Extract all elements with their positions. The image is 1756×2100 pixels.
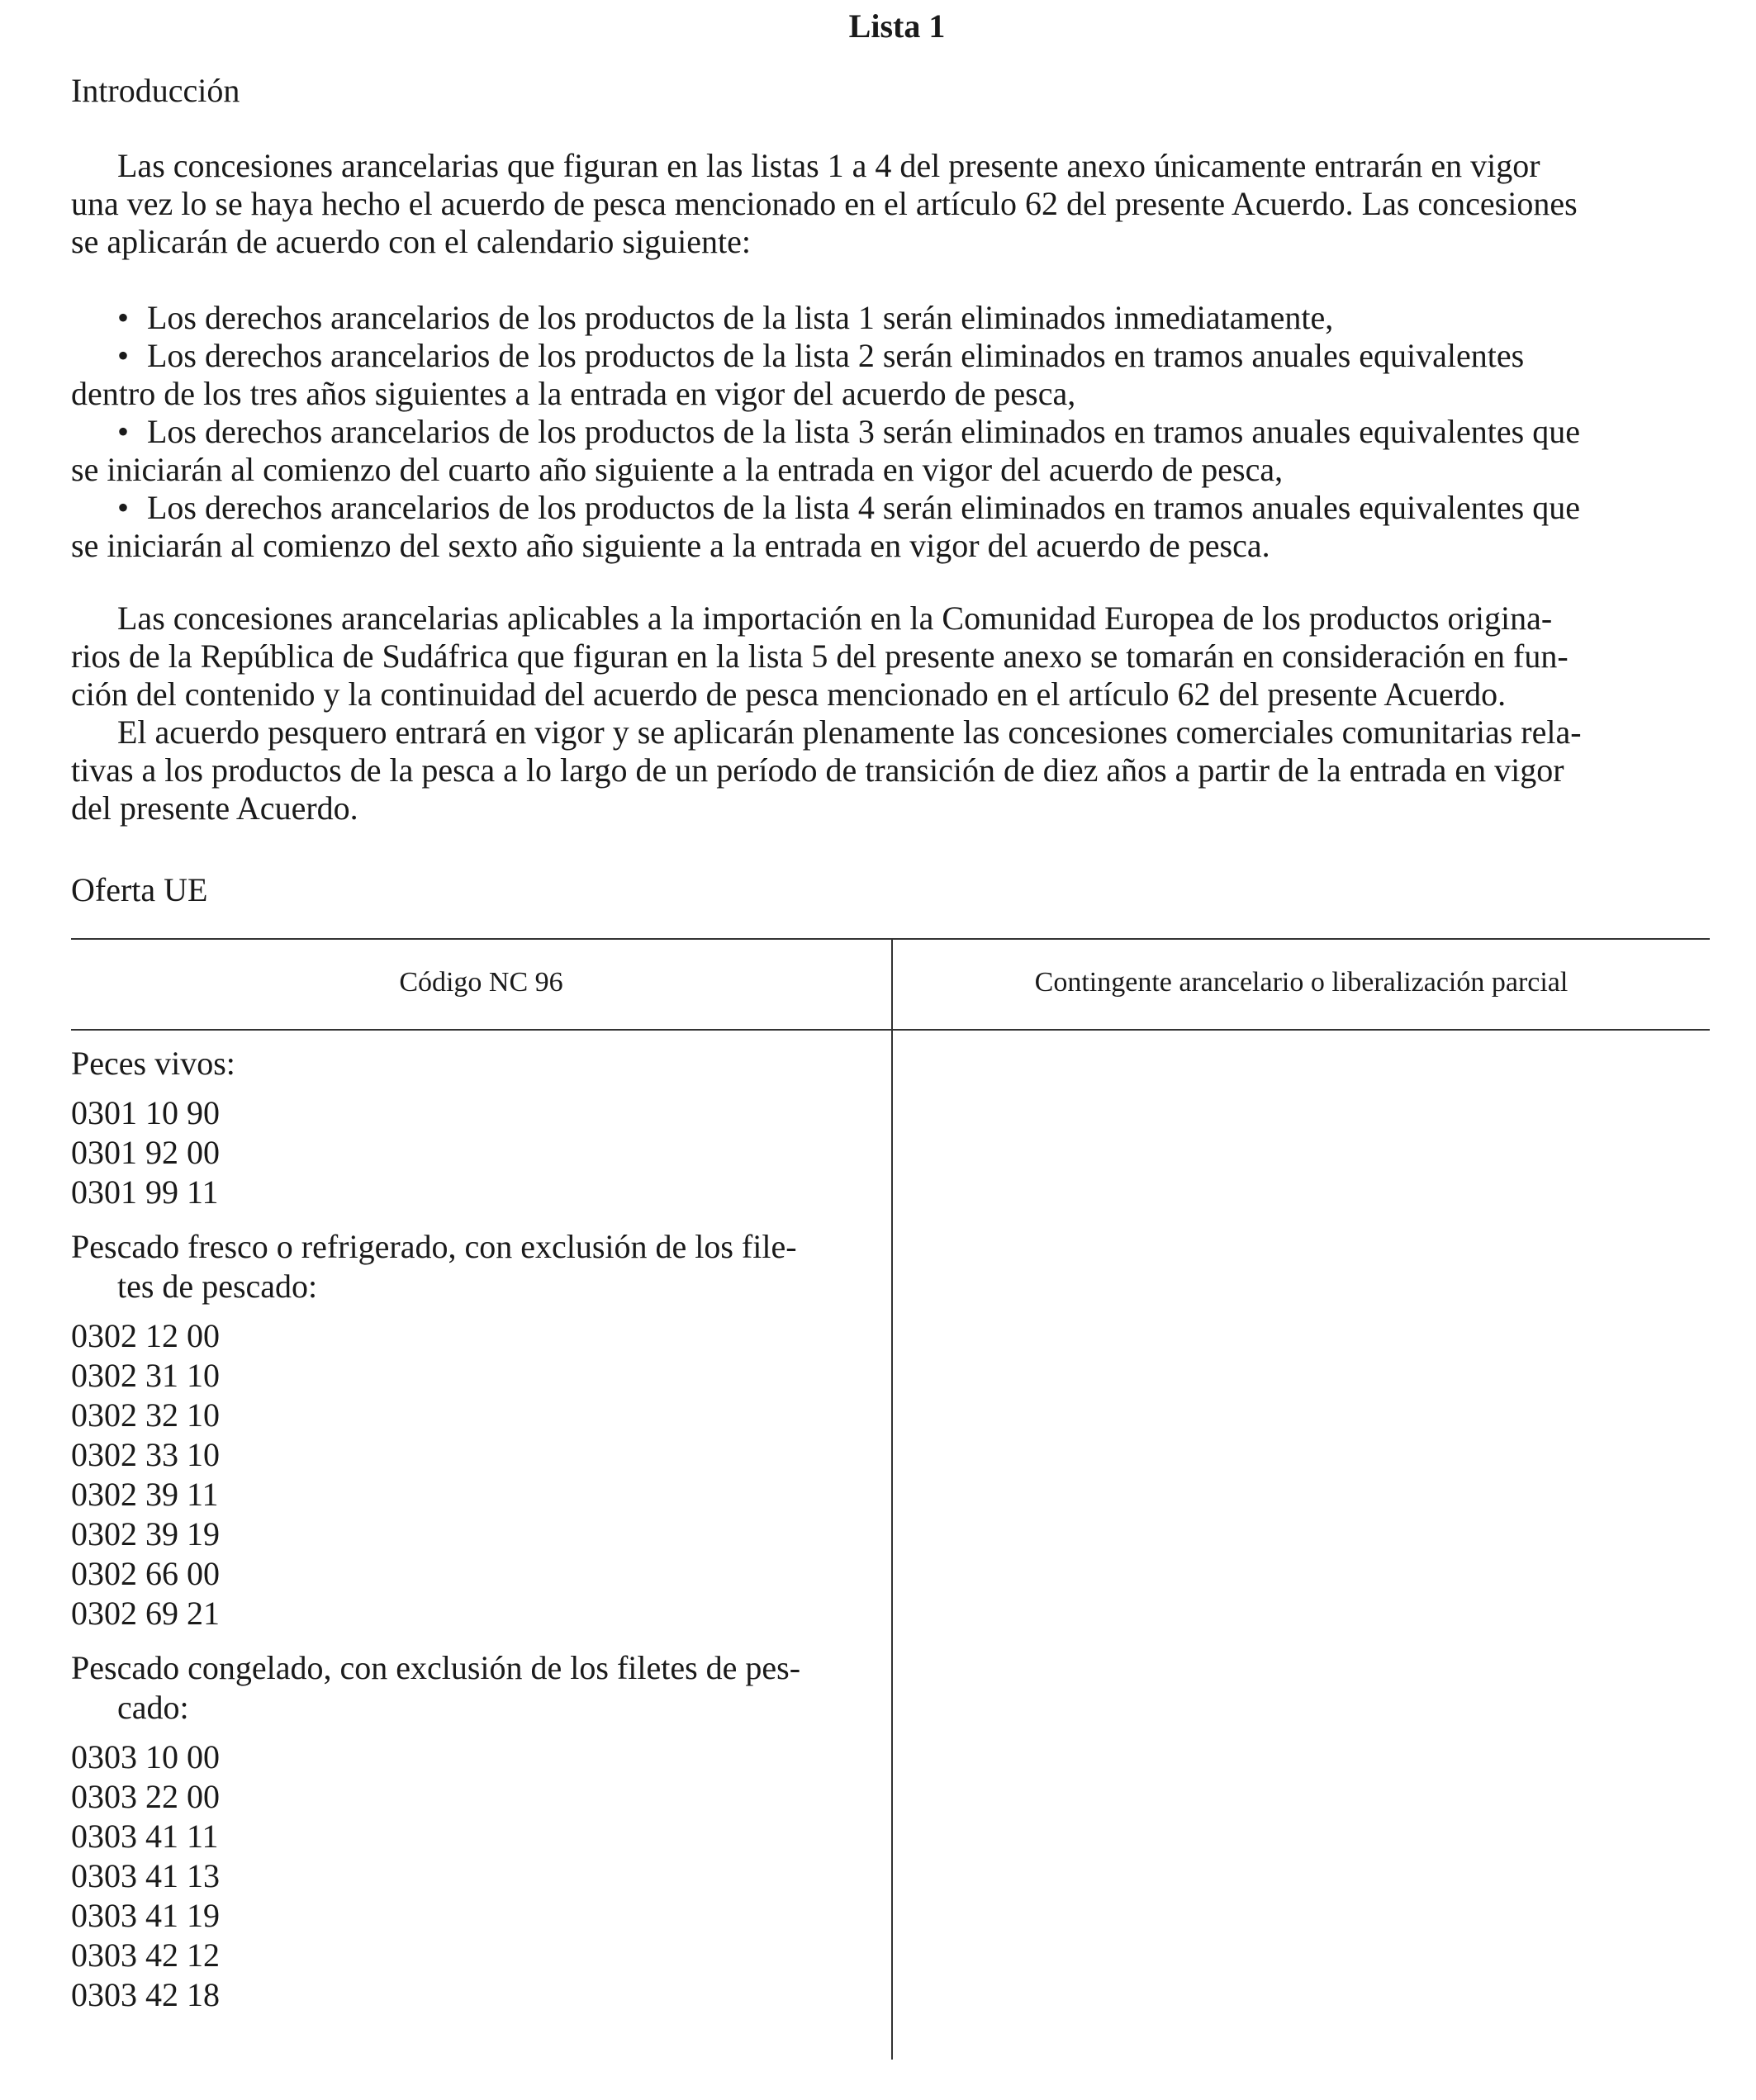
table-row: 0302 31 10 <box>71 1357 220 1394</box>
paragraph-line: ción del contenido y la continuidad del acuerdo de pesca mencionado en el artículo 62 del presente Acuerdo. <box>71 676 1507 713</box>
bullet-item-3-cont: se iniciarán al comienzo del cuarto año siguiente a la entrada en vigor del acuerdo de pesca, <box>71 451 1284 488</box>
table-row: 0303 22 00 <box>71 1778 220 1815</box>
bullet-item-3: • Los derechos arancelarios de los productos de la lista 3 serán eliminados en tramos anuales equivalentes que <box>117 413 1580 450</box>
intro-paragraph-1 <box>71 147 1710 261</box>
table-column-divider <box>891 938 893 2060</box>
paragraph-line: Las concesiones arancelarias aplicables a la importación en la Comunidad Europea de los productos origina- <box>117 600 1553 637</box>
table-row: 0302 39 19 <box>71 1515 220 1552</box>
group-title-frozen-fish: Pescado congelado, con exclusión de los filetes de pes- cado: <box>71 1649 801 1726</box>
table-header-rule <box>71 1029 1710 1031</box>
paragraph-line: rios de la República de Sudáfrica que figuran en la lista 5 del presente anexo se tomarán en consideración en fun- <box>71 638 1569 675</box>
table-row: 0301 92 00 <box>71 1134 220 1171</box>
table-top-rule <box>71 938 1710 940</box>
bullet-icon: • <box>117 337 130 374</box>
bullet-icon: • <box>117 299 130 336</box>
paragraph-line: una vez lo se haya hecho el acuerdo de pesca mencionado en el artículo 62 del presente Acuerdo. Las concesiones <box>71 185 1578 222</box>
group-title-fresh-fish: Pescado fresco o refrigerado, con exclusión de los file- tes de pescado: <box>71 1228 797 1305</box>
column-header-code: Código NC 96 <box>399 967 563 998</box>
tariff-table <box>71 938 1710 2061</box>
bullet-icon: • <box>117 489 130 526</box>
table-row: 0303 41 19 <box>71 1897 220 1934</box>
code-list-fresh-fish <box>71 1316 864 1633</box>
table-row: 0301 99 11 <box>71 1173 219 1211</box>
bullet-item-2-cont: dentro de los tres años siguientes a la entrada en vigor del acuerdo de pesca, <box>71 375 1076 412</box>
group-title-live-fish: Peces vivos: <box>71 1045 235 1082</box>
paragraph-line: tivas a los productos de la pesca a lo largo de un período de transición de diez años a partir de la entrada en vigor <box>71 751 1564 789</box>
table-row: 0301 10 90 <box>71 1094 220 1131</box>
table-row: 0303 10 00 <box>71 1738 220 1775</box>
code-list-live-fish <box>71 1093 864 1212</box>
table-row: 0302 39 11 <box>71 1476 219 1513</box>
bullet-item-2: • Los derechos arancelarios de los productos de la lista 2 serán eliminados en tramos anuales equivalentes <box>117 337 1525 374</box>
bullet-item-4-cont: se iniciarán al comienzo del sexto año siguiente a la entrada en vigor del acuerdo de pesca. <box>71 527 1270 564</box>
schedule-bullet-list <box>71 299 1710 565</box>
paragraph-line: del presente Acuerdo. <box>71 789 358 827</box>
code-column <box>71 1032 864 2015</box>
paragraph-line: El acuerdo pesquero entrará en vigor y se aplicarán plenamente las concesiones comerciales comunitarias rela- <box>117 713 1582 751</box>
table-row: 0303 42 12 <box>71 1936 220 1974</box>
paragraph-line: Las concesiones arancelarias que figuran en las listas 1 a 4 del presente anexo únicamente entrarán en vigor <box>117 147 1540 184</box>
table-row: 0302 69 21 <box>71 1595 220 1632</box>
table-row: 0303 41 13 <box>71 1857 220 1894</box>
intro-paragraph-2 <box>71 600 1710 827</box>
column-header-quota: Contingente arancelario o liberalización parcial <box>1034 967 1569 998</box>
table-row: 0302 33 10 <box>71 1436 220 1473</box>
paragraph-line: se aplicarán de acuerdo con el calendario siguiente: <box>71 223 751 260</box>
page-title: Lista 1 <box>848 7 946 45</box>
table-row: 0302 32 10 <box>71 1396 220 1434</box>
bullet-item-1: • Los derechos arancelarios de los productos de la lista 1 serán eliminados inmediatamente, <box>117 299 1334 336</box>
table-row: 0303 42 18 <box>71 1976 220 2013</box>
bullet-icon: • <box>117 413 130 450</box>
table-row: 0302 66 00 <box>71 1555 220 1592</box>
code-list-frozen-fish <box>71 1737 864 2015</box>
table-row: 0303 41 11 <box>71 1818 219 1855</box>
offer-heading: Oferta UE <box>71 871 208 908</box>
bullet-item-4: • Los derechos arancelarios de los productos de la lista 4 serán eliminados en tramos anuales equivalentes que <box>117 489 1580 526</box>
table-row: 0302 12 00 <box>71 1317 220 1354</box>
intro-heading: Introducción <box>71 72 240 109</box>
